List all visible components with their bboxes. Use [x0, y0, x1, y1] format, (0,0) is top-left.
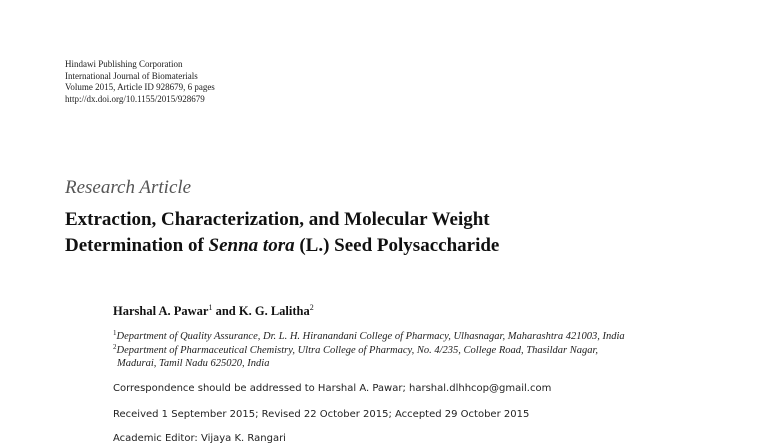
affiliations	[113, 330, 625, 371]
author-1-affil-mark: 1	[208, 303, 213, 312]
affiliation-2-text-line-1: Department of Pharmaceutical Chemistry, Ultra College of Pharmacy, No. 4/235, College Road, Thasildar Nagar,	[116, 344, 599, 356]
title-line-2-prefix: Determination of	[65, 235, 209, 256]
title-line-2-suffix: (L.) Seed Polysaccharide	[294, 235, 500, 256]
journal-name: International Journal of Biomaterials	[65, 70, 198, 81]
title-line-1: Extraction, Characterization, and Molecular Weight	[65, 209, 490, 230]
journal-header	[65, 59, 215, 105]
affiliation-2-text-line-2: Madurai, Tamil Nadu 625020, India	[117, 358, 270, 369]
article-type: Research Article	[65, 177, 192, 198]
correspondence-line: Correspondence should be addressed to Harshal A. Pawar; harshal.dlhhcop@gmail.com	[113, 383, 552, 394]
author-2: K. G. Lalitha	[238, 304, 310, 318]
affiliation-1-mark: 1	[113, 329, 117, 337]
publication-dates: Received 1 September 2015; Revised 22 October 2015; Accepted 29 October 2015	[113, 409, 530, 420]
paper-title	[65, 207, 499, 259]
doi-link[interactable]: http://dx.doi.org/10.1155/2015/928679	[65, 93, 205, 104]
affiliation-1-text: Department of Quality Assurance, Dr. L. H. Hiranandani College of Pharmacy, Ulhasnagar, Maharashtra 421003, India	[116, 331, 625, 342]
affiliation-2-mark: 2	[113, 342, 117, 351]
author-list	[113, 304, 314, 319]
author-1: Harshal A. Pawar	[113, 304, 209, 318]
title-line-2	[65, 233, 499, 259]
publisher-name: Hindawi Publishing Corporation	[65, 59, 183, 69]
affiliation-1	[113, 330, 625, 344]
volume-line: Volume 2015, Article ID 928679, 6 pages	[65, 82, 215, 92]
academic-editor: Academic Editor: Vijaya K. Rangari	[113, 433, 286, 444]
author-2-affil-mark: 2	[309, 303, 314, 312]
affiliation-2	[113, 344, 625, 358]
species-name: Senna tora	[208, 235, 295, 256]
author-joiner: and	[212, 304, 239, 318]
